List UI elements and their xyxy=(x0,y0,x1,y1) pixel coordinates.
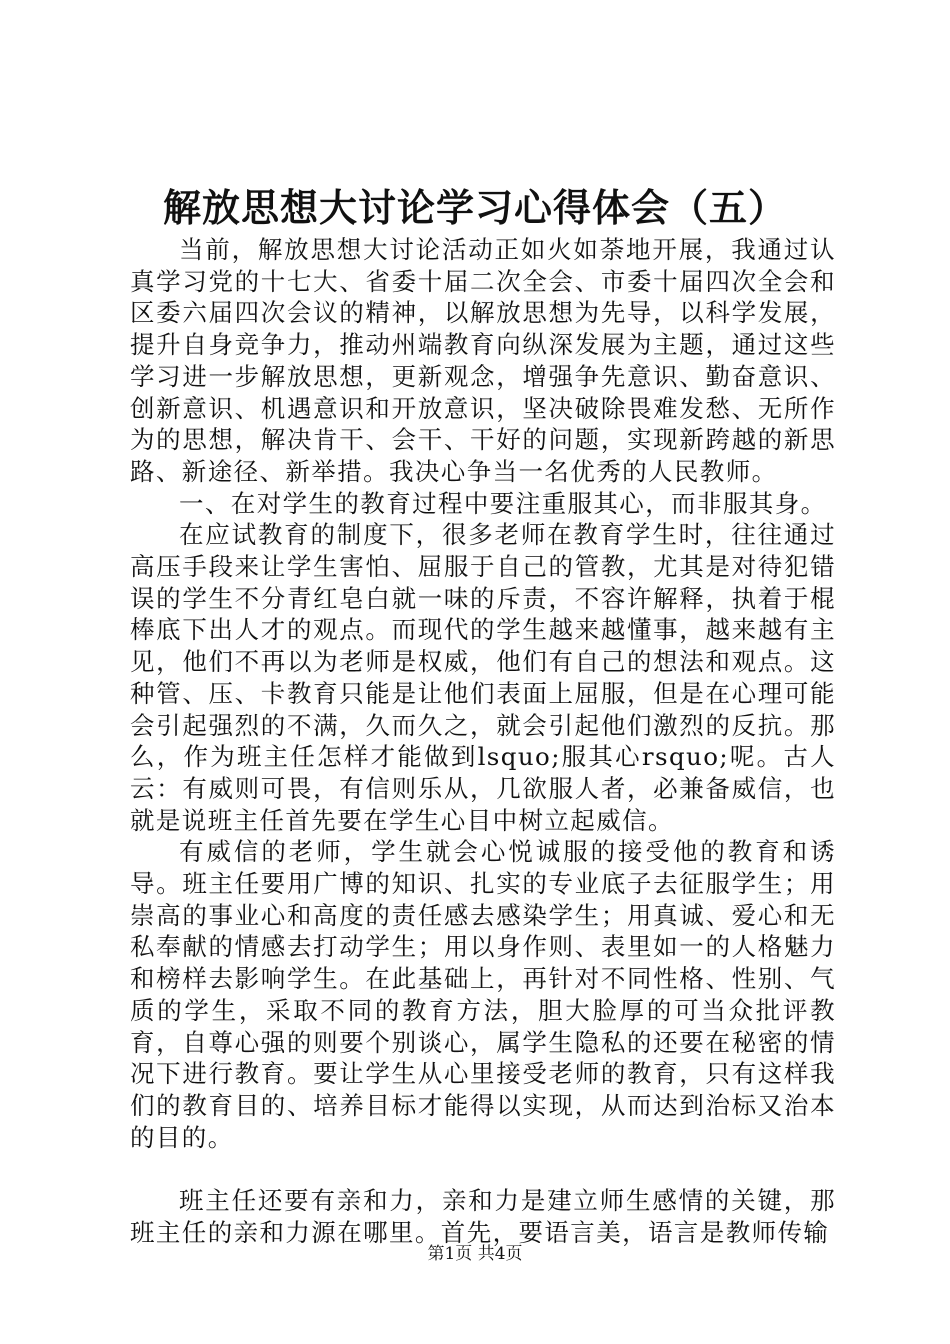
page-footer: 第1页 共4页 xyxy=(427,1244,523,1264)
section-heading: 一、在对学生的教育过程中要注重服其心，而非服其身。 xyxy=(179,488,827,518)
paragraph: 有威信的老师，学生就会心悦诚服的接受他的教育和诱导。班主任要用广博的知识、扎实的专业底子去征服学生；用崇高的事业心和高度的责任感去感染学生；用真诚、爱心和无私奉献的情感去打动学生；用以身作则、表里如一的人格魅力和榜样去影响学生。在此基础上，再针对不同性格、性别、气质的学生，采取不同的教育方法，胆大脸厚的可当众批评教育，自尊心强的则要个别谈心，属学生隐私的还要在秘密的情况下进行教育。要让学生从心里接受老师的教育，只有这样我们的教育目的、培养目标才能得以实现，从而达到治标又治本的目的。 xyxy=(130,837,836,1152)
document-title: 解放思想大讨论学习心得体会（五） xyxy=(162,185,787,230)
paragraph: 班主任还要有亲和力，亲和力是建立师生感情的关键，那班主任的亲和力源在哪里。首先，要语言美，语言是教师传输 xyxy=(130,1186,836,1247)
document-body xyxy=(130,234,836,1248)
paragraph: 当前，解放思想大讨论活动正如火如荼地开展，我通过认真学习党的十七大、省委十届二次全会、市委十届四次全会和区委六届四次会议的精神，以解放思想为先导，以科学发展，提升自身竞争力，推动州端教育向纵深发展为主题，通过这些学习进一步解放思想，更新观念，增强争先意识、勤奋意识、创新意识、机遇意识和开放意识，坚决破除畏难发愁、无所作为的思想，解决肯干、会干、干好的问题，实现新跨越的新思路、新途径、新举措。我决心争当一名优秀的人民教师。 xyxy=(130,235,836,486)
paragraph: 在应试教育的制度下，很多老师在教育学生时，往往通过高压手段来让学生害怕、屈服于自己的管教，尤其是对待犯错误的学生不分青红皂白就一味的斥责，不容许解释，执着于棍棒底下出人才的观点。而现代的学生越来越懂事，越来越有主见，他们不再以为老师是权威，他们有自己的想法和观点。这种管、压、卡教育只能是让他们表面上屈服，但是在心理可能会引起强烈的不满，久而久之，就会引起他们激烈的反抗。那么，作为班主任怎样才能做到lsquo;服其心rsquo;呢。古人云：有威则可畏，有信则乐从，几欲服人者，必兼备威信，也就是说班主任首先要在学生心目中树立起威信。 xyxy=(130,520,836,835)
